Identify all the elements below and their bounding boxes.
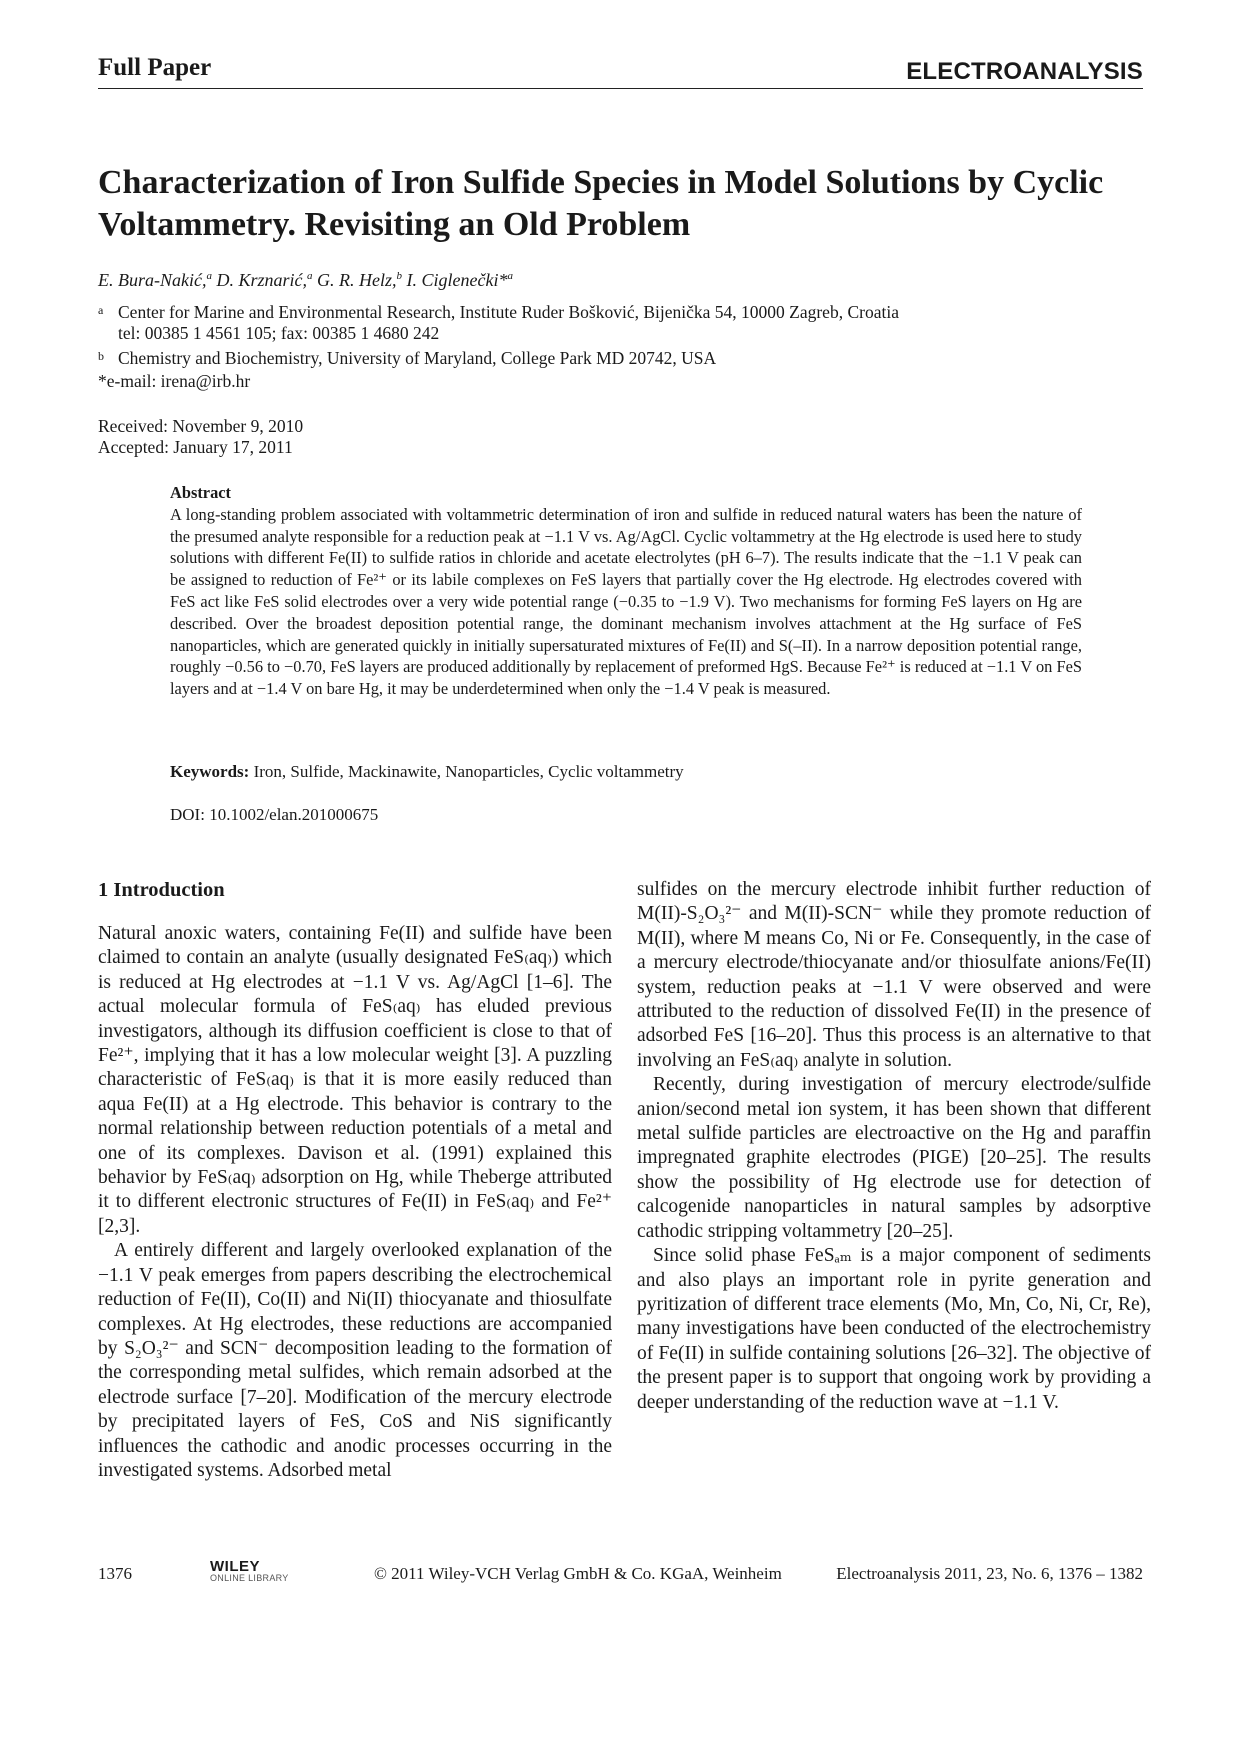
affiliation-a [98,302,899,344]
affiliation-line: tel: 00385 1 4561 105; fax: 00385 1 4680 242 [118,323,440,343]
author: D. Krznarić, [216,270,307,290]
affiliation-mark: a [98,303,104,317]
journal-name: ELECTROANALYSIS [906,58,1143,85]
received-date: Received: November 9, 2010 [98,416,304,436]
author: I. Ciglenečki* [406,270,508,290]
citation: Electroanalysis 2011, 23, No. 6, 1376 – 1382 [836,1564,1143,1583]
page-number: 1376 [98,1564,132,1583]
paragraph: Since solid phase FeSₐₘ is a major component of sediments and also plays an important role in pyrite generation and pyritization of different trace elements (Mo, Mn, Co, Ni, Cr, Re), many investigations have been conducted of the electrochemistry of Fe(II) in sulfide containing solutions [26–32]. The objective of the present paper is to support that ongoing work by providing a deeper understanding of the reduction wave at −1.1 V. [637,1245,1151,1413]
affiliation-b [98,348,716,369]
body-column-left [98,878,612,1483]
doi: DOI: 10.1002/elan.201000675 [170,805,379,824]
author: E. Bura-Nakić, [98,270,207,290]
accepted-date: Accepted: January 17, 2011 [98,437,293,457]
section-heading: 1 Introduction [98,879,225,901]
section-label: Full Paper [98,54,212,81]
body-column-right [637,878,1151,1415]
abstract-text: A long-standing problem associated with voltammetric determination of iron and sulfide in reduced natural waters has been the nature of the presumed analyte responsible for a reduction peak at −1.1 V vs. Ag/AgCl. Cyclic voltammetry at the Hg electrode is used here to study solutions with different Fe(II) to sulfide ratios in chloride and acetate electrolytes (pH 6–7). The results indicate that the −1.1 V peak can be assigned to reduction of Fe²⁺ or its labile complexes on FeS layers that partially cover the Hg electrode. Hg electrodes covered with FeS act like FeS solid electrodes over a very wide potential range (−0.35 to −1.9 V). Two mechanisms for forming FeS layers on Hg are described. Over the broadest deposition potential range, the dominant mechanism involves attachment at the Hg surface of FeS nanoparticles, which are generated quickly in initially supersaturated mixtures of Fe(II) and S(–II). In a narrow deposition potential range, roughly −0.56 to −0.70, FeS layers are produced additionally by replacement of preformed HgS. Because Fe²⁺ is reduced at −1.1 V on FeS layers and at −1.4 V on bare Hg, it may be underdetermined when only the −1.4 V peak is measured. [170,504,1082,699]
abstract [170,482,1082,700]
author-affiliation-mark: a [307,270,313,282]
affiliation-line: Chemistry and Biochemistry, University of Maryland, College Park MD 20742, USA [118,348,717,368]
dates [98,416,303,458]
wiley-logo [210,1558,289,1583]
paragraph: sulfides on the mercury electrode inhibit further reduction of M(II)-S₂O₃²⁻ and M(II)-SCN⁻ while they promote reduction of M(II), where M means Co, Ni or Fe. Consequently, in the case of a mercury electrode/thiocyanate and/or thiosulfate anions/Fe(II) system, reduction peaks at −1.1 V were observed and were attributed to the reduction of dissolved Fe(II) in the presence of adsorbed FeS [16–20]. Thus this process is an alternative to that involving an FeS₍aq₎ analyte in solution. [637,879,1151,1071]
affiliation-mark: b [98,349,104,363]
header-rule [98,88,1143,89]
paragraph: Natural anoxic waters, containing Fe(II) and sulfide have been claimed to contain an analyte (usually designated FeS₍aq₎) which is reduced at Hg electrodes at −1.1 V vs. Ag/AgCl [1–6]. The actual molecular formula of FeS₍aq₎ has eluded previous investigators, although its diffusion coefficient is close to that of Fe²⁺, implying that it has a low molecular weight [3]. A puzzling characteristic of FeS₍aq₎ is that it is more easily reduced than aqua Fe(II) at a Hg electrode. This behavior is contrary to the normal relationship between reduction potentials of a metal and one of its complexes. Davison et al. (1991) explained this behavior by FeS₍aq₎ adsorption on Hg, while Theberge attributed it to different electronic structures of Fe(II) in FeS₍aq₎ and Fe²⁺ [2,3]. [98,923,612,1237]
paragraph: Recently, during investigation of mercury electrode/sulfide anion/second metal ion system, it has been shown that different metal sulfide particles are electroactive on the Hg and paraffin impregnated graphite electrodes (PIGE) [20–25]. The results show the possibility of Hg electrode use for detection of calcogenide nanoparticles in natural samples by adsorptive cathodic stripping voltammetry [20–25]. [637,1074,1151,1242]
author-affiliation-mark: b [396,270,402,282]
wiley-logo-text: WILEY [210,1558,260,1575]
keywords-text: Iron, Sulfide, Mackinawite, Nanoparticles, Cyclic voltammetry [253,762,684,781]
paragraph: A entirely different and largely overlooked explanation of the −1.1 V peak emerges from papers describing the electrochemical reduction of Fe(II), Co(II) and Ni(II) thiocyanate and thiosulfate complexes. At Hg electrodes, these reductions are accompanied by S₂O₃²⁻ and SCN⁻ decomposition leading to the formation of the corresponding metal sulfides, which remain adsorbed at the electrode surface [7–20]. Modification of the mercury electrode by precipitated layers of FeS, CoS and NiS significantly influences the cathodic and anodic processes occurring in the investigated systems. Adsorbed metal [98,1240,612,1481]
paper-title: Characterization of Iron Sulfide Species in Model Solutions by Cyclic Voltammetry. Revisiting an Old Problem [98,164,1104,243]
author-affiliation-mark: a [507,270,513,282]
author: G. R. Helz, [317,270,397,290]
wiley-logo-sub: ONLINE LIBRARY [210,1573,289,1583]
author-list [98,270,513,291]
keywords-label: Keywords: [170,762,250,781]
keywords [170,762,684,782]
copyright: © 2011 Wiley-VCH Verlag GmbH & Co. KGaA, Weinheim [374,1564,782,1583]
author-affiliation-mark: a [206,270,212,282]
abstract-heading: Abstract [170,483,231,502]
affiliation-line: Center for Marine and Environmental Research, Institute Ruder Bošković, Bijenička 54, 10000 Zagreb, Croatia [118,302,899,322]
corresponding-email: *e-mail: irena@irb.hr [98,371,251,391]
